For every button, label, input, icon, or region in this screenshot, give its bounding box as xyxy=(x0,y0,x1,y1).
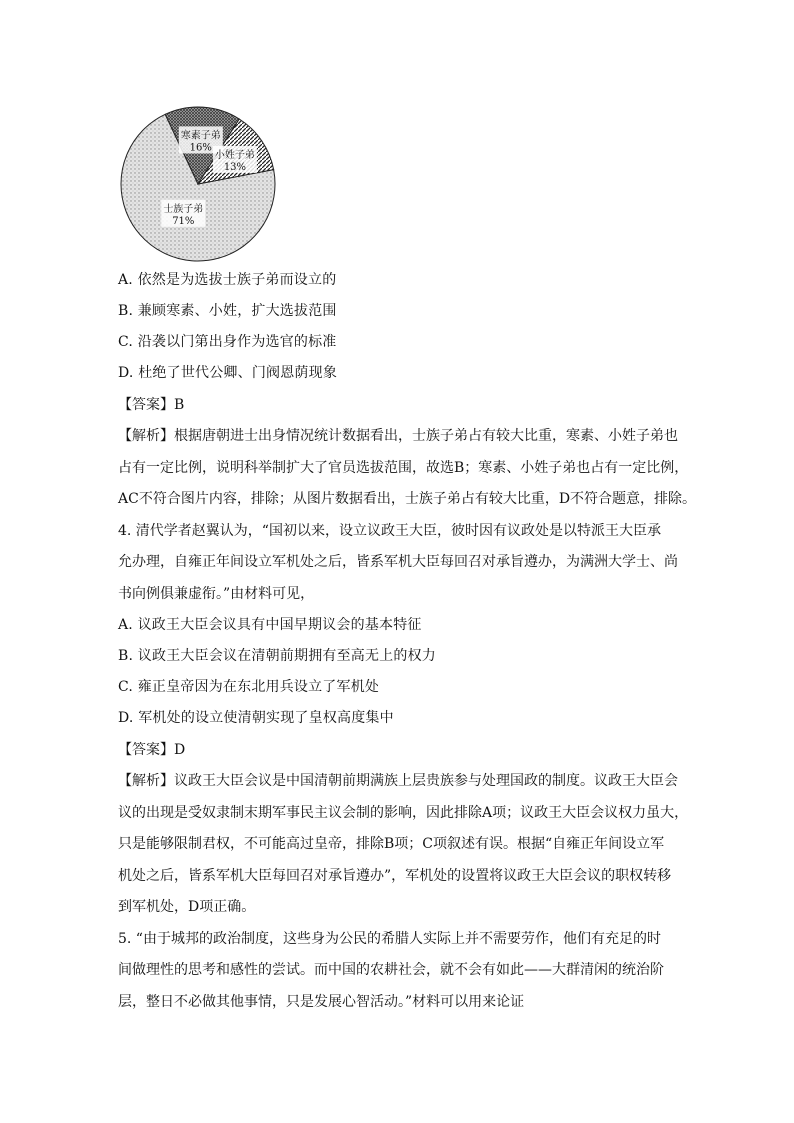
q4-analysis-line: 机处之后，皆系军机大臣每回召对承旨遵办”，军机处的设置将议政王大臣会议的职权转移 xyxy=(118,868,672,884)
pie-slice-label: 寒素子弟 xyxy=(180,130,221,142)
q3-option-d: D. 杜绝了世代公卿、门阀恩荫现象 xyxy=(118,365,338,381)
q3-option-a: A. 依然是为选拔士族子弟而设立的 xyxy=(118,272,337,288)
q5-stem-line: 5. “由于城邦的政治制度，这些身为公民的希腊人实际上并不需要劳作，他们有充足的时 xyxy=(118,931,661,947)
q4-answer: 【答案】D xyxy=(118,742,186,758)
q3-analysis-line: 【解析】根据唐朝进士出身情况统计数据看出，士族子弟占有较大比重，寒素、小姓子弟也 xyxy=(118,428,678,444)
q5-stem-line: 间做理性的思考和感性的尝试。而中国的农耕社会，就不会有如此——大群清闲的统治阶 xyxy=(118,962,664,978)
q3-analysis-line: 占有一定比例，说明科举制扩大了官员选拔范围，故选B；寒素、小姓子弟也占有一定比例， xyxy=(118,460,689,476)
q4-option-d: D. 军机处的设立使清朝实现了皇权高度集中 xyxy=(118,710,394,726)
pie-slice-value-label: 71% xyxy=(172,215,195,227)
pie-slice-value-label: 13% xyxy=(223,161,247,173)
q3-option-b: B. 兼顾寒素、小姓，扩大选拔范围 xyxy=(118,303,337,319)
q4-analysis-line: 到军机处，D项正确。 xyxy=(118,899,256,915)
q4-stem-line: 4. 清代学者赵翼认为，“国初以来，设立议政王大臣，彼时因有议政处是以特派王大臣承 xyxy=(118,523,661,539)
q4-option-b: B. 议政王大臣会议在清朝前期拥有至高无上的权力 xyxy=(118,648,436,664)
q4-analysis-line: 只是能够限制君权，不可能高过皇帝，排除B项；C项叙述有误。根据“自雍正年间设立军 xyxy=(118,836,665,852)
q3-answer: 【答案】B xyxy=(118,397,185,413)
q5-stem-line: 层，整日不必做其他事情，只是发展心智活动。”材料可以用来论证 xyxy=(118,994,525,1010)
pie-slice-label: 士族子弟 xyxy=(163,203,204,215)
q4-analysis-line: 议的出现是受奴隶制末期军事民主议会制的影响，因此排除A项；议政王大臣会议权力虽大， xyxy=(118,805,689,821)
q4-option-c: C. 雍正皇帝因为在东北用兵设立了军机处 xyxy=(118,679,380,695)
q3-option-c: C. 沿袭以门第出身作为选官的标准 xyxy=(118,334,337,350)
pie-chart-svg xyxy=(118,104,278,264)
q4-stem-line: 允办理，自雍正年间设立军机处之后，皆系军机大臣每回召对承旨遵办，为满洲大学士、尚 xyxy=(118,554,678,570)
q3-analysis-line: AC不符合图片内容，排除；从图片数据看出，士族子弟占有较大比重，D不符合题意，排除。 xyxy=(118,491,697,507)
q4-analysis-line: 【解析】议政王大臣会议是中国清朝前期满族上层贵族参与处理国政的制度。议政王大臣会 xyxy=(118,773,678,789)
pie-chart xyxy=(118,104,278,264)
q4-option-a: A. 议政王大臣会议具有中国早期议会的基本特征 xyxy=(118,617,422,633)
q4-stem-line: 书向例俱兼虚衔。”由材料可见， xyxy=(118,586,315,602)
pie-slice-value-label: 16% xyxy=(189,142,212,154)
pie-slice-label: 小姓子弟 xyxy=(214,149,255,161)
